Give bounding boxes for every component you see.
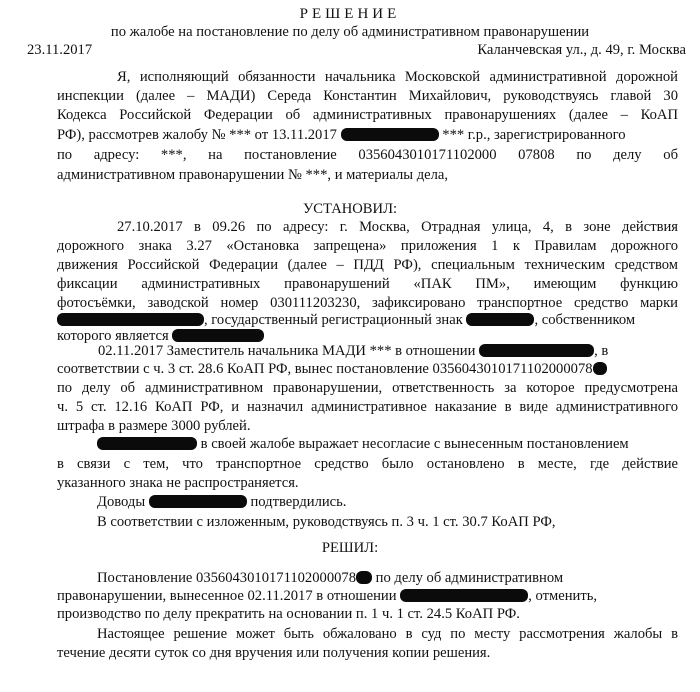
intro-line-5: по адресу: ***, на постановление 0356043010171102000 07808 по делу об xyxy=(57,147,678,163)
redaction-mark xyxy=(57,313,204,326)
est-line-6b: , собственником xyxy=(534,312,636,328)
intro-line-4b: *** г.р., зарегистрированного xyxy=(442,127,626,143)
est-line-1: 27.10.2017 в 09.26 по адресу: г. Москва, Отрадная улица, 4, в зоне действия xyxy=(117,219,678,235)
dec-line-1a: 02.11.2017 Заместитель начальника МАДИ *** в отношении xyxy=(98,343,476,359)
est-line-4: фиксации административных правонарушений «ПАК ПМ», имеющим функцию xyxy=(57,276,678,292)
dec-line-4: ч. 5 ст. 12.16 КоАП РФ, и назначил административное наказание в виде административного xyxy=(57,399,678,415)
appeal-line-2: течение десяти суток со дня вручения или получения копии решения. xyxy=(57,645,491,661)
est-line-6 xyxy=(57,312,635,329)
redaction-mark xyxy=(356,571,372,584)
section-heading-established: УСТАНОВИЛ: xyxy=(302,201,398,217)
res-line-2b: , отменить, xyxy=(528,588,598,604)
redaction-mark xyxy=(341,128,439,141)
document-date: 23.11.2017 xyxy=(27,42,93,58)
accordance-line: В соответствии с изложенным, руководствуясь п. 3 ч. 1 ст. 30.7 КоАП РФ, xyxy=(97,514,556,530)
redaction-mark xyxy=(466,313,534,326)
redaction-mark xyxy=(149,495,247,508)
res-line-2 xyxy=(57,588,597,605)
res-line-3: производство по делу прекратить на основании п. 1 ч. 1 ст. 24.5 КоАП РФ. xyxy=(57,606,520,622)
est-line-3: движения Российской Федерации (далее – ПДД РФ), специальным техническим средством xyxy=(57,257,678,273)
dec-line-3: по делу об административном правонарушении, ответственность за которое предусмотрена xyxy=(57,380,678,396)
document-subtitle: по жалобе на постановление по делу об административном правонарушении xyxy=(110,24,590,40)
appeal-line-1: Настоящее решение может быть обжаловано в суд по месту рассмотрения жалобы в xyxy=(97,626,678,642)
res-line-2a: правонарушении, вынесенное 02.11.2017 в отношении xyxy=(57,588,397,604)
complaint-line-3: указанного знака не распространяется. xyxy=(57,475,299,491)
dec-line-5: штрафа в размере 3000 рублей. xyxy=(57,418,251,434)
redaction-mark xyxy=(593,362,607,375)
intro-line-4a: РФ), рассмотрев жалобу № *** от 13.11.2017 xyxy=(57,127,337,143)
section-heading-decided: РЕШИЛ: xyxy=(321,540,379,556)
res-line-1b: по делу об административном xyxy=(375,570,564,586)
redaction-mark xyxy=(97,437,197,450)
arguments-line xyxy=(97,494,346,511)
res-line-1 xyxy=(97,570,563,587)
complaint-line-2: в связи с тем, что транспортное средство было остановлено в месте, где действие xyxy=(57,456,678,472)
est-line-6a: , государственный регистрационный знак xyxy=(204,312,463,328)
est-line-5: фотосъёмки, заводской номер 030111203230, зафиксировано транспортное средство марки xyxy=(57,295,678,311)
intro-line-4 xyxy=(57,127,626,144)
dec-line-2 xyxy=(57,361,607,378)
document-title: РЕШЕНИЕ xyxy=(299,6,401,22)
dec-line-2a: соответствии с ч. 3 ст. 28.6 КоАП РФ, вынес постановление 0356043010171102000078 xyxy=(57,361,593,377)
arguments-b: подтвердились. xyxy=(250,494,347,510)
arguments-a: Доводы xyxy=(97,494,146,510)
est-line-7a: которого является xyxy=(57,328,169,344)
redaction-mark xyxy=(172,329,264,342)
dec-line-1b: , в xyxy=(594,343,609,359)
intro-line-2: инспекции (далее – МАДИ) Середа Константин Михайлович, руководствуясь главой 30 xyxy=(57,88,678,104)
intro-line-6: административном правонарушении № ***, и материалы дела, xyxy=(57,167,449,183)
est-line-2: дорожного знака 3.27 «Остановка запрещена» приложения 1 к Правилам дорожного xyxy=(57,238,678,254)
document-address: Каланчевская ул., д. 49, г. Москва xyxy=(477,42,686,58)
intro-line-3: Кодекса Российской Федерации об административных правонарушениях (далее – КоАП xyxy=(57,107,678,123)
redaction-mark xyxy=(479,344,594,357)
complaint-line-1 xyxy=(97,436,629,453)
complaint-line-1a: в своей жалобе выражает несогласие с вынесенным постановлением xyxy=(200,436,629,452)
res-line-1a: Постановление 0356043010171102000078 xyxy=(97,570,357,586)
redaction-mark xyxy=(400,589,528,602)
dec-line-1 xyxy=(98,343,608,360)
intro-line-1: Я, исполняющий обязанности начальника Московской административной дорожной xyxy=(117,69,678,85)
